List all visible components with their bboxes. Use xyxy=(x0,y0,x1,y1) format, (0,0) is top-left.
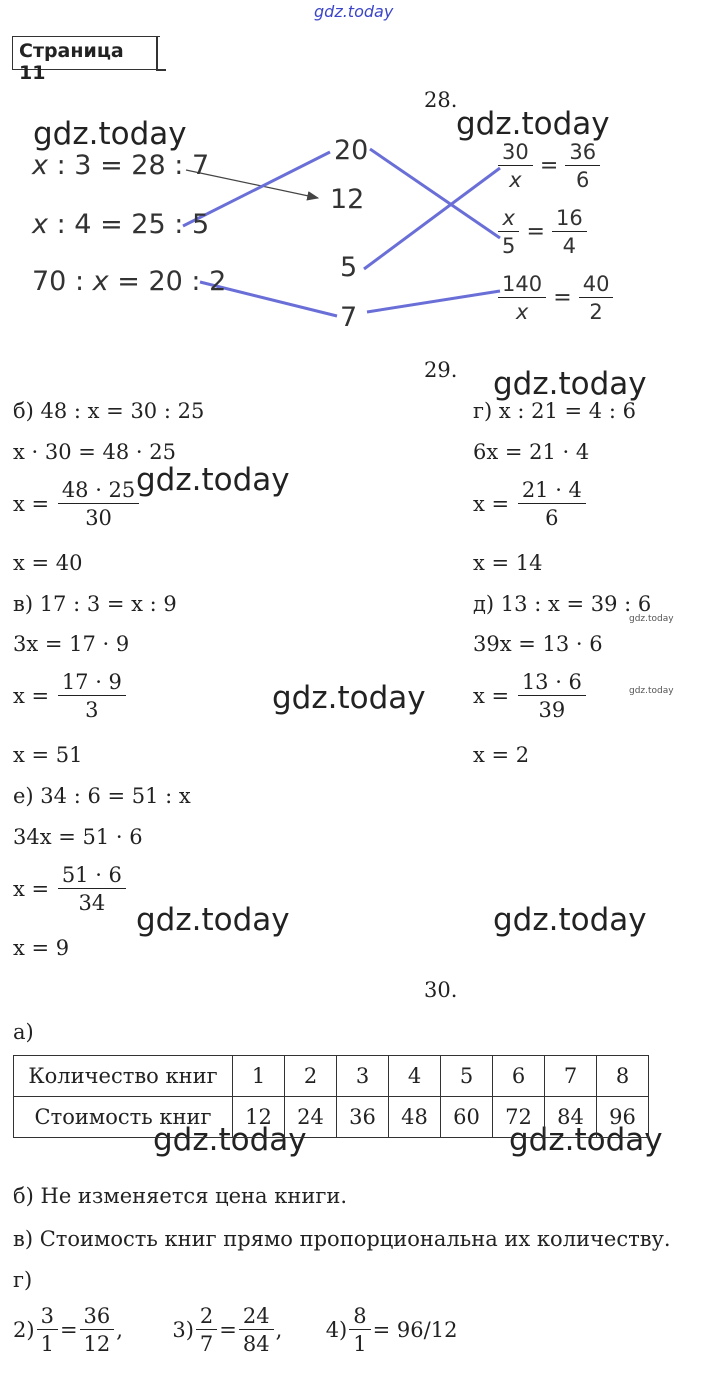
watermark: gdz.today xyxy=(456,106,610,142)
equation-g-answer: x = 14 xyxy=(473,551,543,575)
connector-line xyxy=(364,168,500,269)
table-row-label: Стоимость книг xyxy=(14,1097,233,1138)
table-cell: 6 xyxy=(493,1056,545,1097)
table-cell: 72 xyxy=(493,1097,545,1138)
table-cell: 5 xyxy=(441,1056,493,1097)
equation-g-line2: 6x = 21 · 4 xyxy=(473,440,590,464)
task-number-30: 30. xyxy=(424,978,458,1002)
part-b-text: б) Не изменяется цена книги. xyxy=(13,1184,348,1208)
watermark: gdz.today xyxy=(33,116,187,152)
middle-number: 20 xyxy=(334,135,369,166)
table-cell: 24 xyxy=(285,1097,337,1138)
table-cell: 8 xyxy=(597,1056,649,1097)
part-a-label: а) xyxy=(13,1020,34,1044)
table-cell: 3 xyxy=(337,1056,389,1097)
equation-e-line2: 34x = 51 · 6 xyxy=(13,825,143,849)
equation-b-line1: б) 48 : x = 30 : 25 xyxy=(13,399,205,423)
equation-v-fraction: x = $\frac{17 \cdot 9}{3}$ xyxy=(13,670,128,722)
proportion-right-1: $\frac{30}{x}$ = $\frac{36}{6}$ xyxy=(496,140,602,192)
proportion-left-1: x : 3 = 28 : 7 xyxy=(32,150,210,181)
table-row xyxy=(14,1097,649,1138)
middle-number: 12 xyxy=(330,184,365,215)
connector-line xyxy=(367,291,500,312)
watermark: gdz.today xyxy=(272,680,426,716)
equation-d-answer: x = 2 xyxy=(473,743,530,767)
equation-b-answer: x = 40 xyxy=(13,551,83,575)
equation-v-line1: в) 17 : 3 = x : 9 xyxy=(13,592,177,616)
middle-number: 5 xyxy=(340,252,358,283)
equation-d-line2: 39x = 13 · 6 xyxy=(473,632,603,656)
watermark: gdz.today xyxy=(509,1122,663,1158)
proportion-right-3: $\frac{140}{x}$ = $\frac{40}{2}$ xyxy=(496,272,615,324)
table-cell: 1 xyxy=(233,1056,285,1097)
part-v-text: в) Стоимость книг прямо пропорциональна их количеству. xyxy=(13,1227,671,1251)
equation-v-answer: x = 51 xyxy=(13,743,83,767)
task-number-28: 28. xyxy=(424,88,458,112)
books-table xyxy=(13,1055,649,1138)
proportion-left-3: 70 : x = 20 : 2 xyxy=(32,266,227,297)
part-g-ratios: 2) $\frac{3}{1}$ = $\frac{36}{12}$ , 3) $\frac{2}{7}$ = $\frac{24}{84}$ , 4) $\frac{8}{1}$ = 96/12 xyxy=(13,1304,458,1356)
equation-d-line1: д) 13 : x = 39 : 6 xyxy=(473,592,652,616)
watermark: gdz.today xyxy=(493,902,647,938)
proportion-right-2: $\frac{x}{5}$ = $\frac{16}{4}$ xyxy=(496,206,589,258)
table-cell: 84 xyxy=(545,1097,597,1138)
table-cell: 2 xyxy=(285,1056,337,1097)
equation-e-answer: x = 9 xyxy=(13,936,70,960)
connector-line xyxy=(370,149,500,238)
equation-b-line2: x · 30 = 48 · 25 xyxy=(13,440,177,464)
equation-v-line2: 3x = 17 · 9 xyxy=(13,632,130,656)
table-cell: 96 xyxy=(597,1097,649,1138)
table-cell: 48 xyxy=(389,1097,441,1138)
page-header: Страница 11 xyxy=(12,36,158,70)
table-row xyxy=(14,1056,649,1097)
table-row-label: Количество книг xyxy=(14,1056,233,1097)
middle-number: 7 xyxy=(340,302,358,333)
table-cell: 7 xyxy=(545,1056,597,1097)
equation-g-line1: г) x : 21 = 4 : 6 xyxy=(473,399,636,423)
equation-e-fraction: x = $\frac{51 \cdot 6}{34}$ xyxy=(13,863,128,915)
table-cell: 4 xyxy=(389,1056,441,1097)
equation-g-fraction: x = $\frac{21 \cdot 4}{6}$ xyxy=(473,478,588,530)
watermark: gdz.today xyxy=(136,462,290,498)
task-number-29: 29. xyxy=(424,358,458,382)
equation-b-fraction: x = $\frac{48 \cdot 25}{30}$ xyxy=(13,478,141,530)
equation-d-fraction: x = $\frac{13 \cdot 6}{39}$ xyxy=(473,670,588,722)
equation-e-line1: е) 34 : 6 = 51 : x xyxy=(13,784,191,808)
table-cell: 60 xyxy=(441,1097,493,1138)
watermark-small: gdz.today xyxy=(629,614,674,624)
watermark: gdz.today xyxy=(153,1122,307,1158)
watermark-top: gdz.today xyxy=(314,2,394,21)
watermark: gdz.today xyxy=(493,366,647,402)
watermark: gdz.today xyxy=(136,902,290,938)
table-cell: 36 xyxy=(337,1097,389,1138)
table-cell: 12 xyxy=(233,1097,285,1138)
watermark-small: gdz.today xyxy=(629,686,674,696)
proportion-left-2: x : 4 = 25 : 5 xyxy=(32,209,210,240)
part-g-label: г) xyxy=(13,1268,33,1292)
